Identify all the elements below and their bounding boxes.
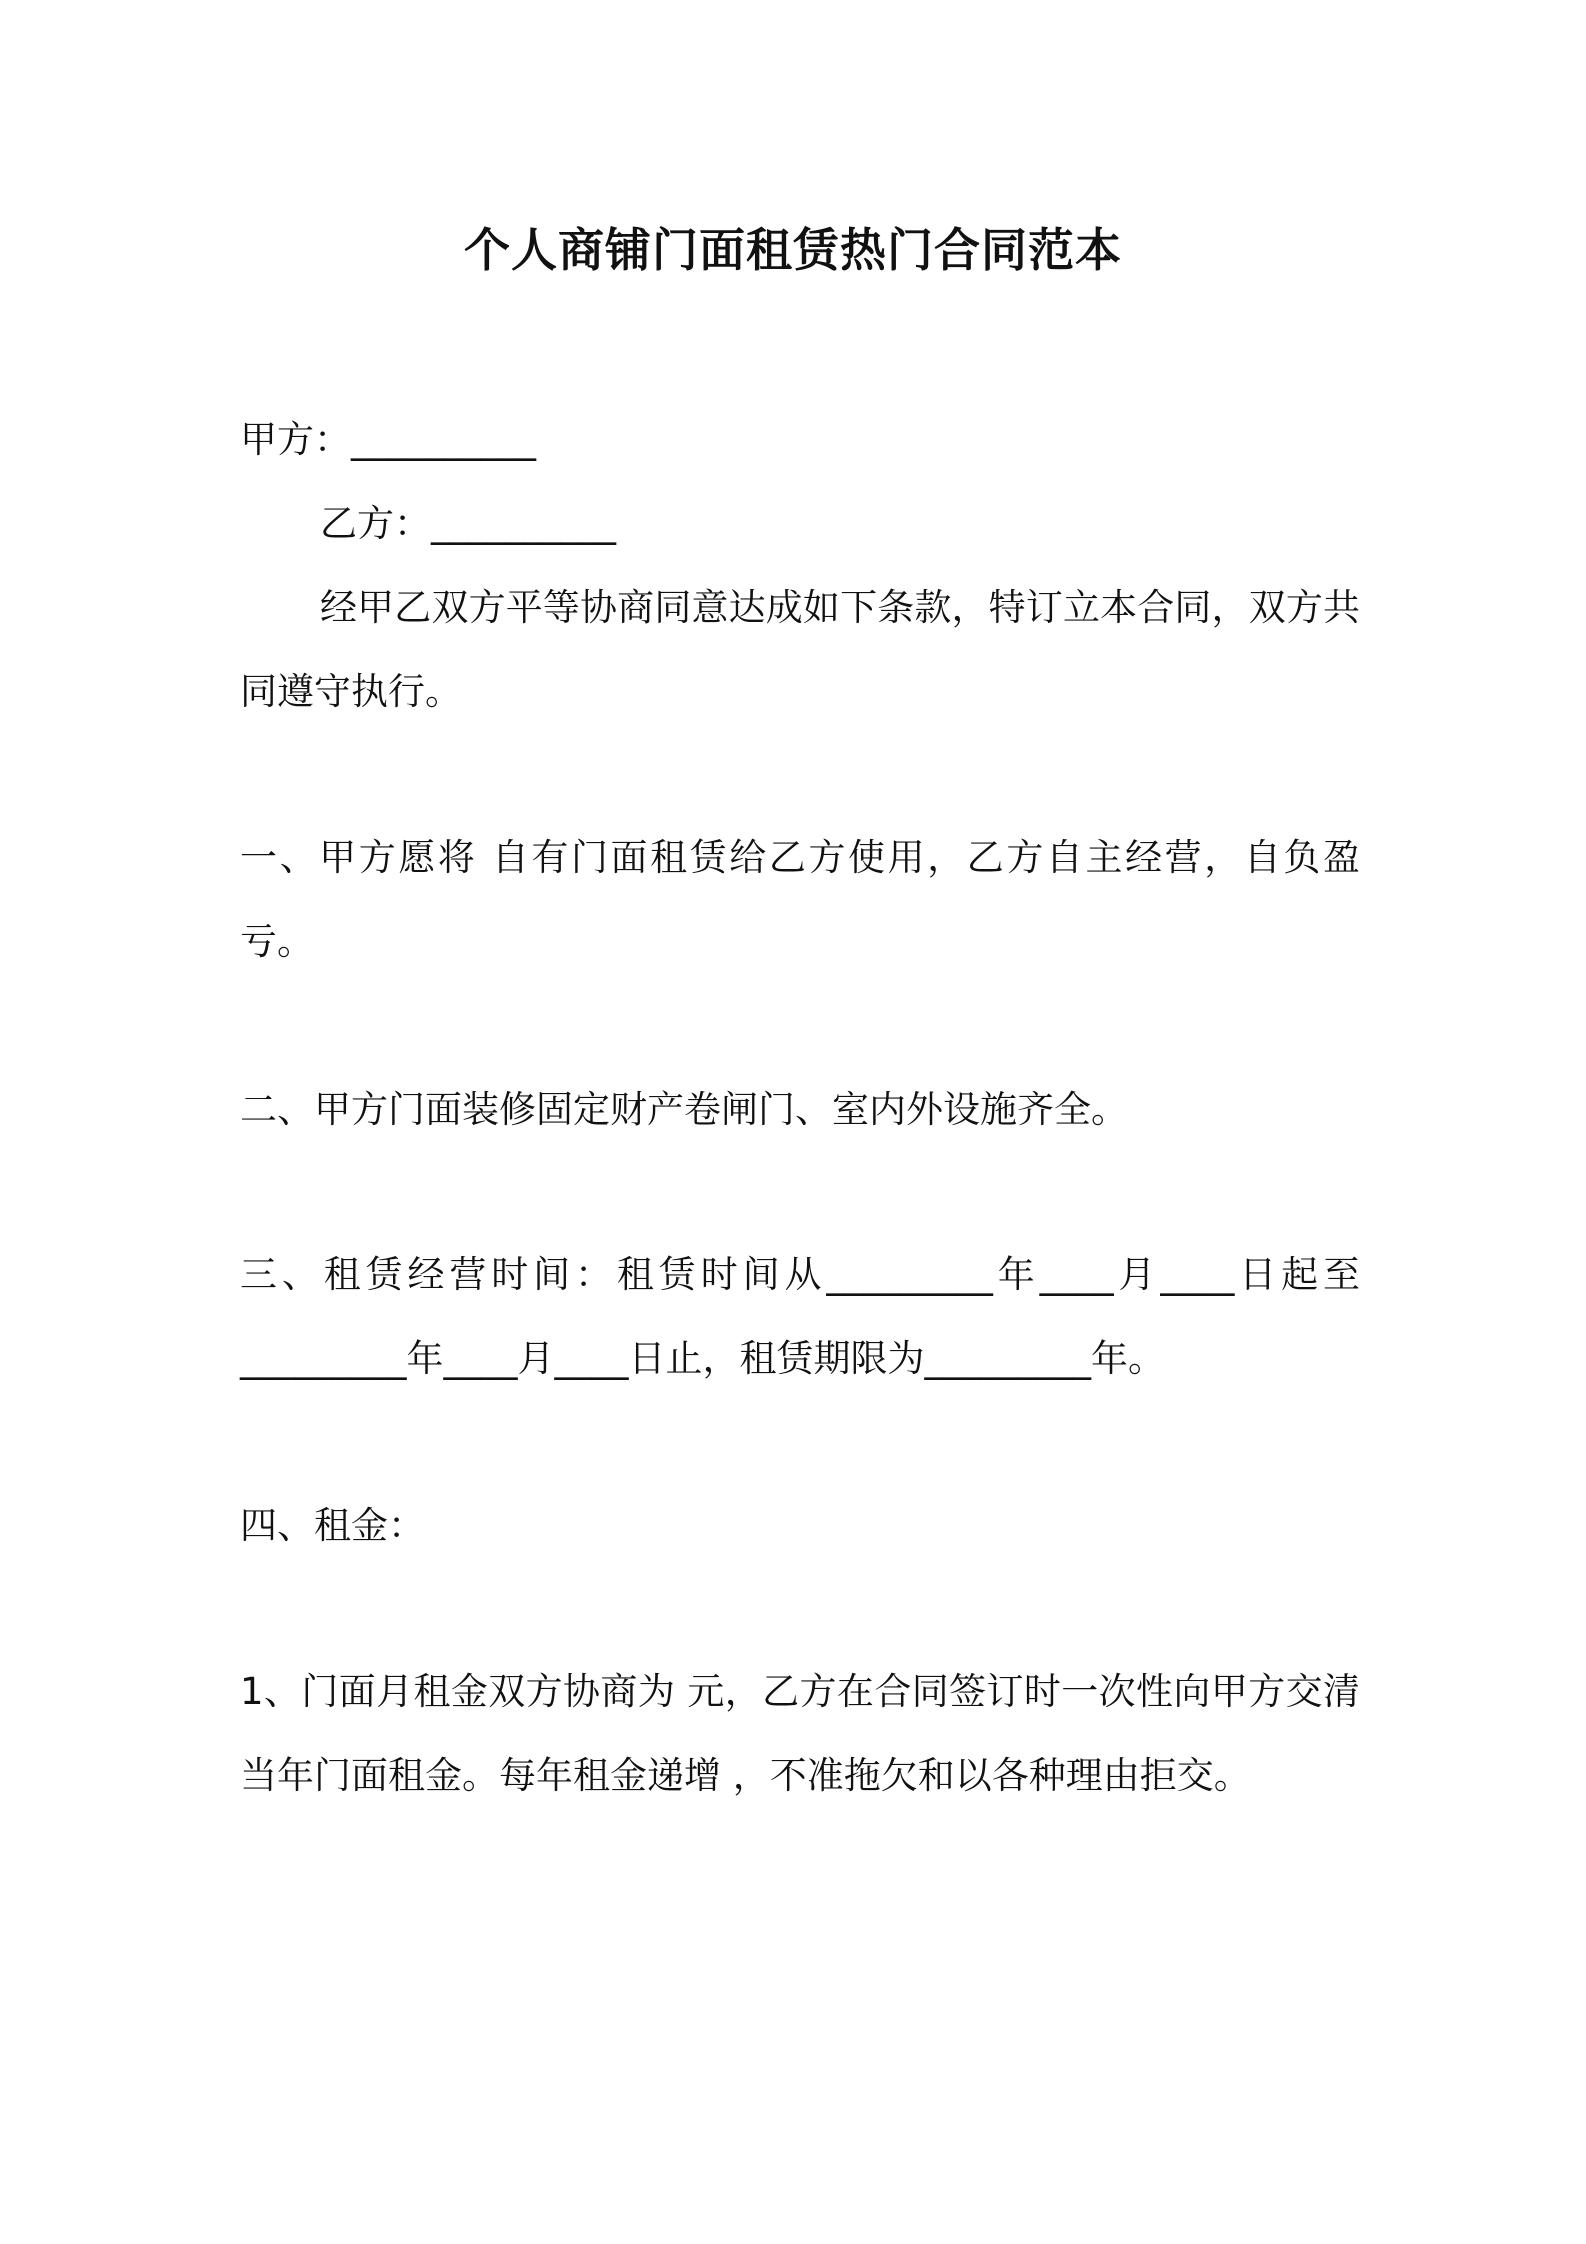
preamble-paragraph: 经甲乙双方平等协商同意达成如下条款，特订立本合同，双方共同遵守执行。 <box>240 586 1360 713</box>
clause-2: 二、甲方门面装修固定财产卷闸门、室内外设施齐全。 <box>240 1088 1128 1131</box>
party-b-line: 乙方：__________ <box>320 502 616 545</box>
clause-4-heading: 四、租金： <box>240 1504 425 1547</box>
clause-3: 三、租赁经营时间：租赁时间从_________年____月____日起至_________年____月____日止，租赁期限为_________年。 <box>240 1253 1360 1380</box>
party-a-line: 甲方：__________ <box>240 418 536 461</box>
clause-1: 一、甲方愿将 自有门面租赁给乙方使用，乙方自主经营，自负盈亏。 <box>240 836 1360 963</box>
clause-4-item-1: 1、门面月租金双方协商为 元，乙方在合同签订时一次性向甲方交清当年门面租金。每年租金递增 ，不准拖欠和以各种理由拒交。 <box>240 1670 1360 1797</box>
document-title: 个人商铺门面租赁热门合同范本 <box>464 223 1122 277</box>
